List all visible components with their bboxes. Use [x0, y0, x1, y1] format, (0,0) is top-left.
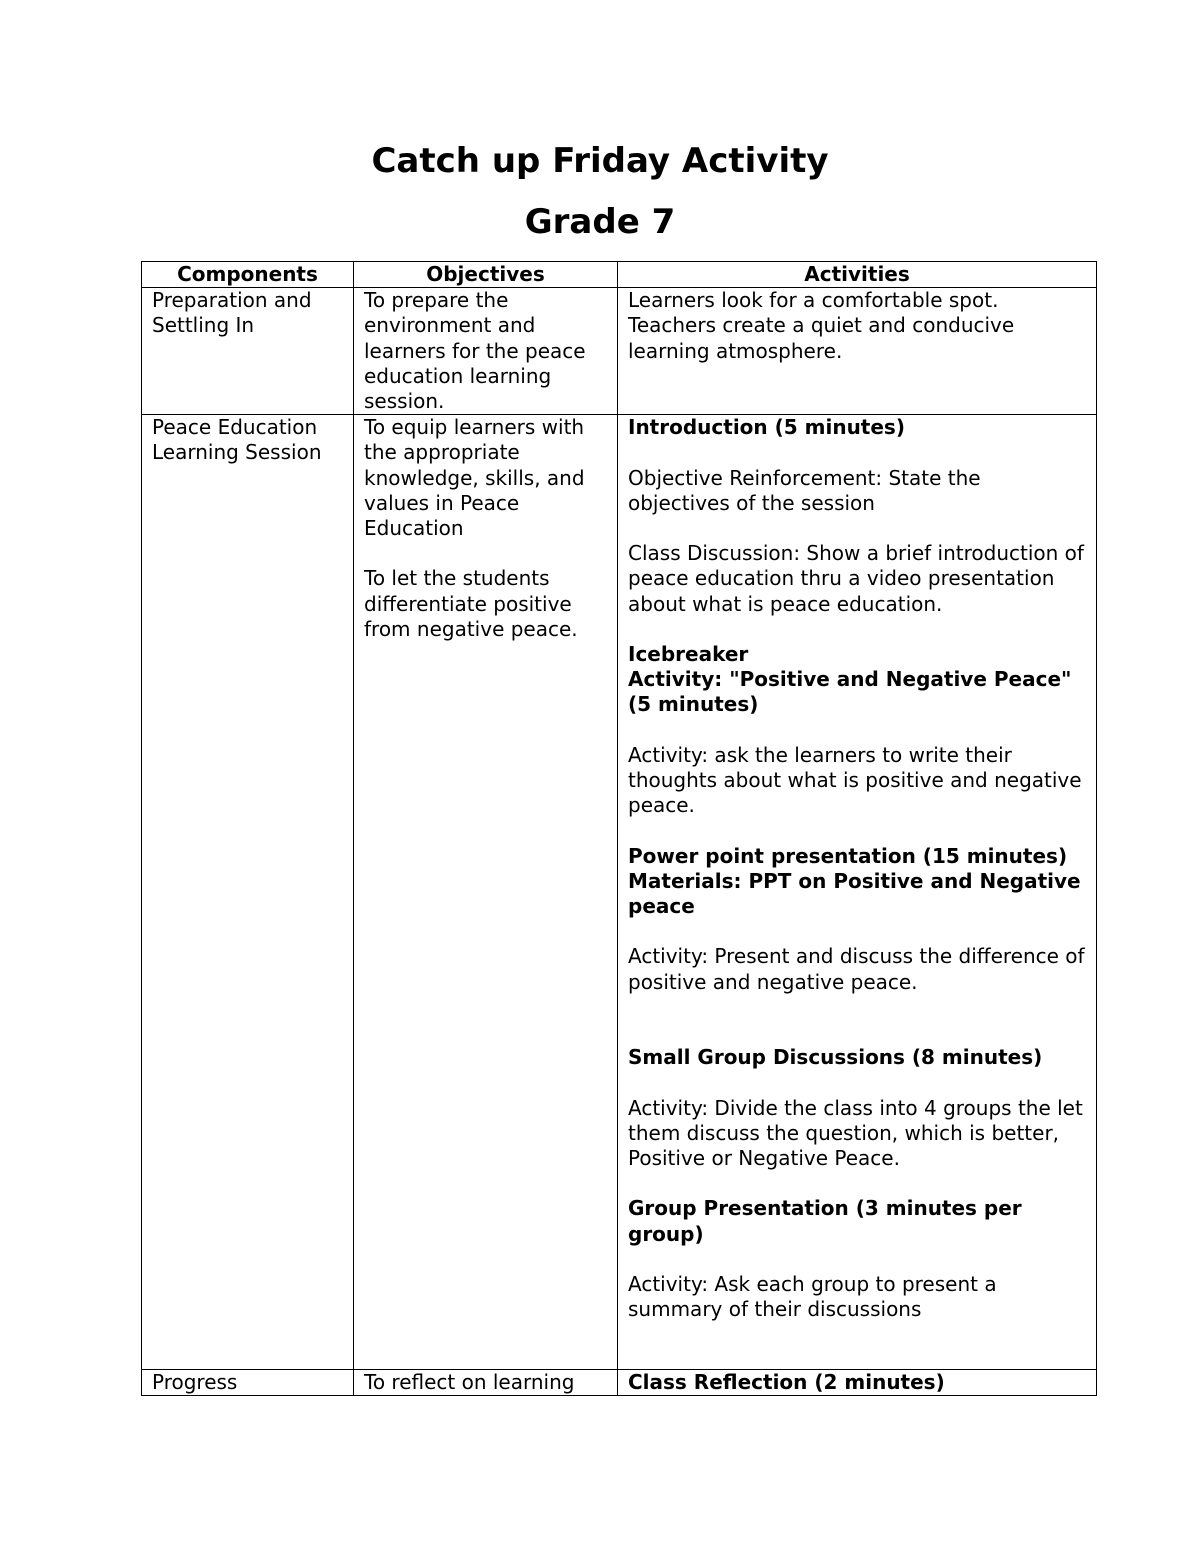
- objectives-cell: [354, 288, 618, 415]
- objectives-cell: [354, 415, 618, 1370]
- activities-cell: [618, 415, 1097, 1370]
- activity-text: Learners look for a comfortable spot. Teachers create a quiet and conducive learning atmosphere.: [628, 288, 1015, 363]
- table-row: [142, 1370, 1097, 1396]
- objectives-cell: [354, 1370, 618, 1396]
- header-objectives: Objectives: [354, 262, 618, 288]
- objective-text: To let the students differentiate positive from negative peace.: [364, 566, 578, 641]
- activity-heading: Group Presentation (3 minutes per group): [628, 1196, 1022, 1246]
- document-title: Catch up Friday Activity: [371, 141, 829, 181]
- activity-text: Class Discussion: Show a brief introduction of peace education thru a video presentation about what is peace education.: [628, 541, 1084, 616]
- table-row: [142, 288, 1097, 415]
- activity-plan-table: [141, 261, 1097, 1396]
- activity-heading: Icebreaker: [628, 642, 749, 666]
- component-cell: Progress: [142, 1370, 354, 1396]
- activity-text: Activity: Ask each group to present a summary of their discussions: [628, 1271, 997, 1322]
- objective-text: To prepare the environment and learners for the peace education learning session.: [364, 288, 586, 414]
- activity-text: Objective Reinforcement: State the objectives of the session: [628, 465, 981, 515]
- table-row: [142, 415, 1097, 1370]
- activity-heading: Power point presentation (15 minutes): [628, 843, 1068, 868]
- document-subtitle: Grade 7: [524, 202, 676, 242]
- activities-cell: [618, 288, 1097, 415]
- header-activities: Activities: [618, 262, 1097, 288]
- activity-heading: Materials: PPT on Positive and Negative peace: [628, 868, 1081, 918]
- activity-heading: Activity: "Positive and Negative Peace" (5 minutes): [628, 667, 1072, 717]
- component-cell: Preparation and Settling In: [142, 288, 354, 415]
- activity-text: Activity: Divide the class into 4 groups the let them discuss the question, which is better, Positive or Negative Peace.: [628, 1095, 1083, 1170]
- table-header-row: [142, 262, 1097, 288]
- activities-cell: [618, 1370, 1097, 1396]
- activity-text: Activity: ask the learners to write their thoughts about what is positive and negative peace.: [628, 742, 1082, 818]
- activity-heading: Introduction (5 minutes): [628, 415, 905, 440]
- activity-heading: Small Group Discussions (8 minutes): [628, 1045, 1043, 1070]
- objective-text: To reflect on learning: [364, 1370, 575, 1395]
- header-components: Components: [142, 262, 354, 288]
- objective-text: To equip learners with the appropriate knowledge, skills, and values in Peace Education: [364, 415, 585, 541]
- component-cell: Peace Education Learning Session: [142, 415, 354, 1370]
- activity-heading: Class Reflection (2 minutes): [628, 1370, 945, 1395]
- activity-text: Activity: Present and discuss the difference of positive and negative peace.: [628, 944, 1085, 994]
